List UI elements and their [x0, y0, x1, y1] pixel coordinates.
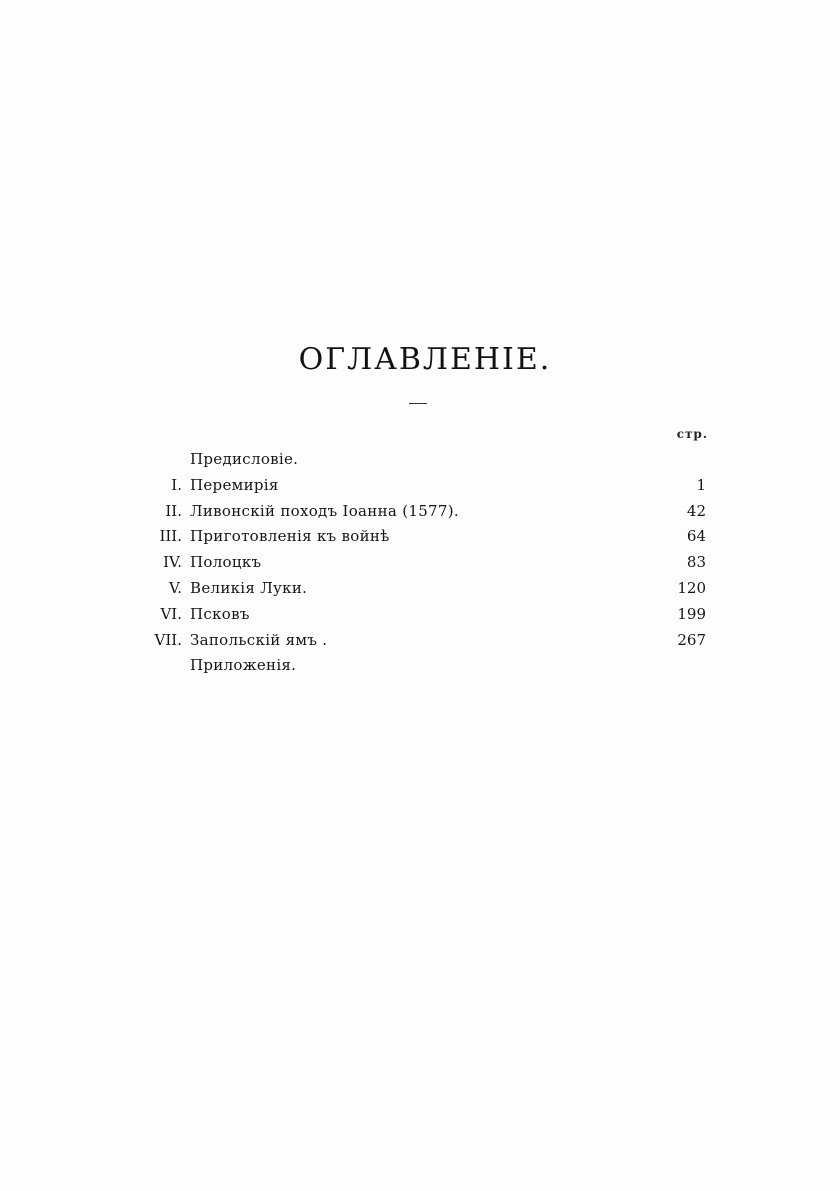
- toc-entry-title: Ливонскій походъ Іоанна (1577).: [190, 501, 459, 520]
- toc-entry-page: 64: [686, 527, 706, 546]
- toc-entry-appendix: [0, 653, 840, 679]
- toc-entry-title: Приготовленія къ войнѣ: [190, 527, 390, 546]
- toc-entry-6: [0, 602, 840, 628]
- toc-entry-page: 1: [696, 475, 706, 494]
- toc-entry-page: 42: [686, 501, 706, 520]
- toc-entry-numeral: I.: [171, 475, 182, 494]
- toc-entry-title: Полоцкъ: [190, 553, 262, 572]
- toc-entry-page: 267: [677, 630, 706, 649]
- toc-entry-4: [0, 550, 840, 576]
- toc-entry-5: [0, 576, 840, 602]
- toc-entry-title: Великія Луки.: [190, 578, 308, 597]
- toc-entry-2: [0, 499, 840, 525]
- toc-entry-numeral: IV.: [163, 553, 182, 572]
- title-divider: [409, 403, 427, 404]
- toc-entry-numeral: V.: [169, 578, 182, 597]
- toc-entry-numeral: III.: [159, 527, 182, 546]
- toc-entry-7: [0, 628, 840, 654]
- toc-entry-page: 199: [677, 604, 706, 623]
- toc-entry-preface: [0, 447, 840, 473]
- toc-entries: [0, 447, 840, 679]
- toc-entry-numeral: VII.: [154, 630, 182, 649]
- toc-entry-page: 120: [677, 578, 706, 597]
- toc-entry-1: [0, 473, 840, 499]
- toc-entry-title: Предисловіе.: [190, 450, 299, 468]
- toc-entry-numeral: VI.: [160, 604, 182, 623]
- toc-entry-title: Псковъ: [190, 604, 250, 623]
- toc-entry-title: Приложенія.: [190, 656, 297, 675]
- toc-entry-title: Запольскій ямъ .: [190, 630, 328, 649]
- toc-entry-title: Перемирія: [190, 475, 279, 494]
- toc-entry-page: 83: [686, 553, 706, 572]
- page-column-label: стр.: [676, 427, 708, 441]
- page-title: ОГЛАВЛЕНІЕ.: [298, 342, 552, 377]
- toc-entry-3: [0, 524, 840, 550]
- toc-entry-numeral: II.: [165, 501, 182, 520]
